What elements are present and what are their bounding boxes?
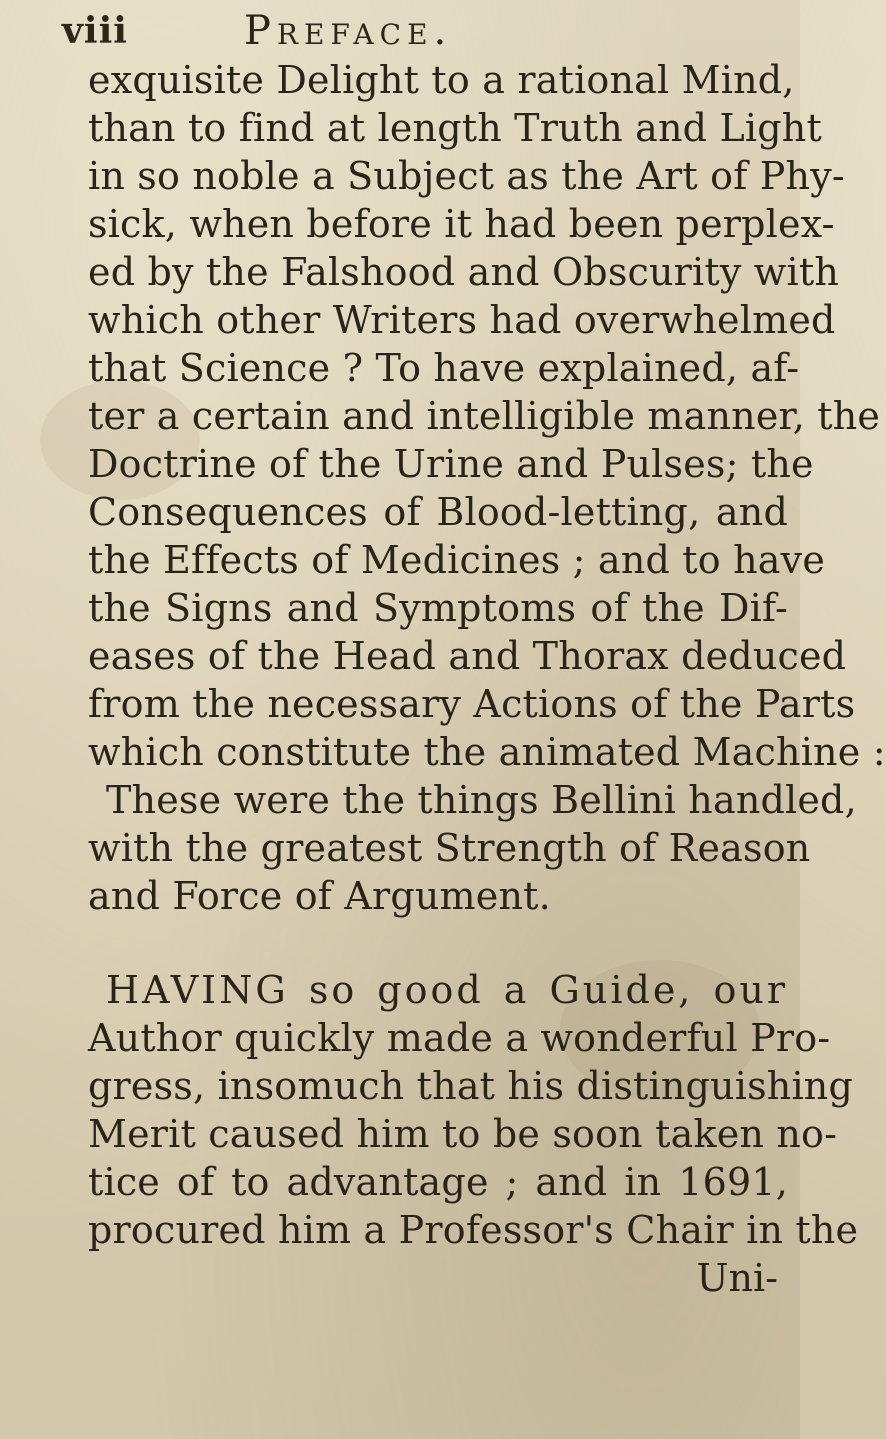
text-line: ter a certain and intelligible manner, the — [88, 394, 881, 438]
text-line: with the greatest Strength of Reason — [88, 826, 811, 870]
text-line: the Effects of Medicines ; and to have — [88, 538, 826, 582]
catchword: Uni- — [696, 1256, 778, 1300]
text-line: which other Writers had overwhelmed — [88, 298, 836, 342]
text-line: that Science ? To have explained, af- — [88, 346, 800, 390]
page-number: viii — [62, 10, 128, 52]
body-text — [88, 56, 886, 1302]
text-line: HAVING so good a Guide, our — [106, 968, 788, 1012]
text-line: Author quickly made a wonderful Pro- — [88, 1016, 831, 1060]
text-line: procured him a Professor's Chair in the — [88, 1208, 859, 1252]
text-line: ed by the Falshood and Obscurity with — [88, 250, 840, 294]
text-line: gress, insomuch that his distinguishing — [88, 1064, 853, 1108]
text-line: than to find at length Truth and Light — [88, 106, 822, 150]
paragraph-gap — [88, 920, 788, 966]
running-title: Preface. — [244, 8, 453, 54]
text-line: the Signs and Symptoms of the Dif- — [88, 586, 788, 630]
text-line: tice of to advantage ; and in 1691, — [88, 1160, 788, 1204]
text-line: These were the things Bellini handled, — [106, 778, 857, 822]
text-line: which constitute the animated Machine : — [88, 730, 886, 774]
text-line: eases of the Head and Thorax deduced — [88, 634, 847, 678]
text-line: Doctrine of the Urine and Pulses; the — [88, 442, 814, 486]
paragraph — [88, 56, 886, 920]
running-head — [62, 6, 782, 58]
text-line: sick, when before it had been perplex- — [88, 202, 835, 246]
text-line: Merit caused him to be soon taken no- — [88, 1112, 838, 1156]
text-line: Consequences of Blood-letting, and — [88, 490, 788, 534]
text-line: exquisite Delight to a rational Mind, — [88, 58, 795, 102]
text-line: from the necessary Actions of the Parts — [88, 682, 856, 726]
paragraph — [88, 966, 859, 1254]
text-line: in so noble a Subject as the Art of Phy- — [88, 154, 845, 198]
text-line: and Force of Argument. — [88, 874, 551, 918]
